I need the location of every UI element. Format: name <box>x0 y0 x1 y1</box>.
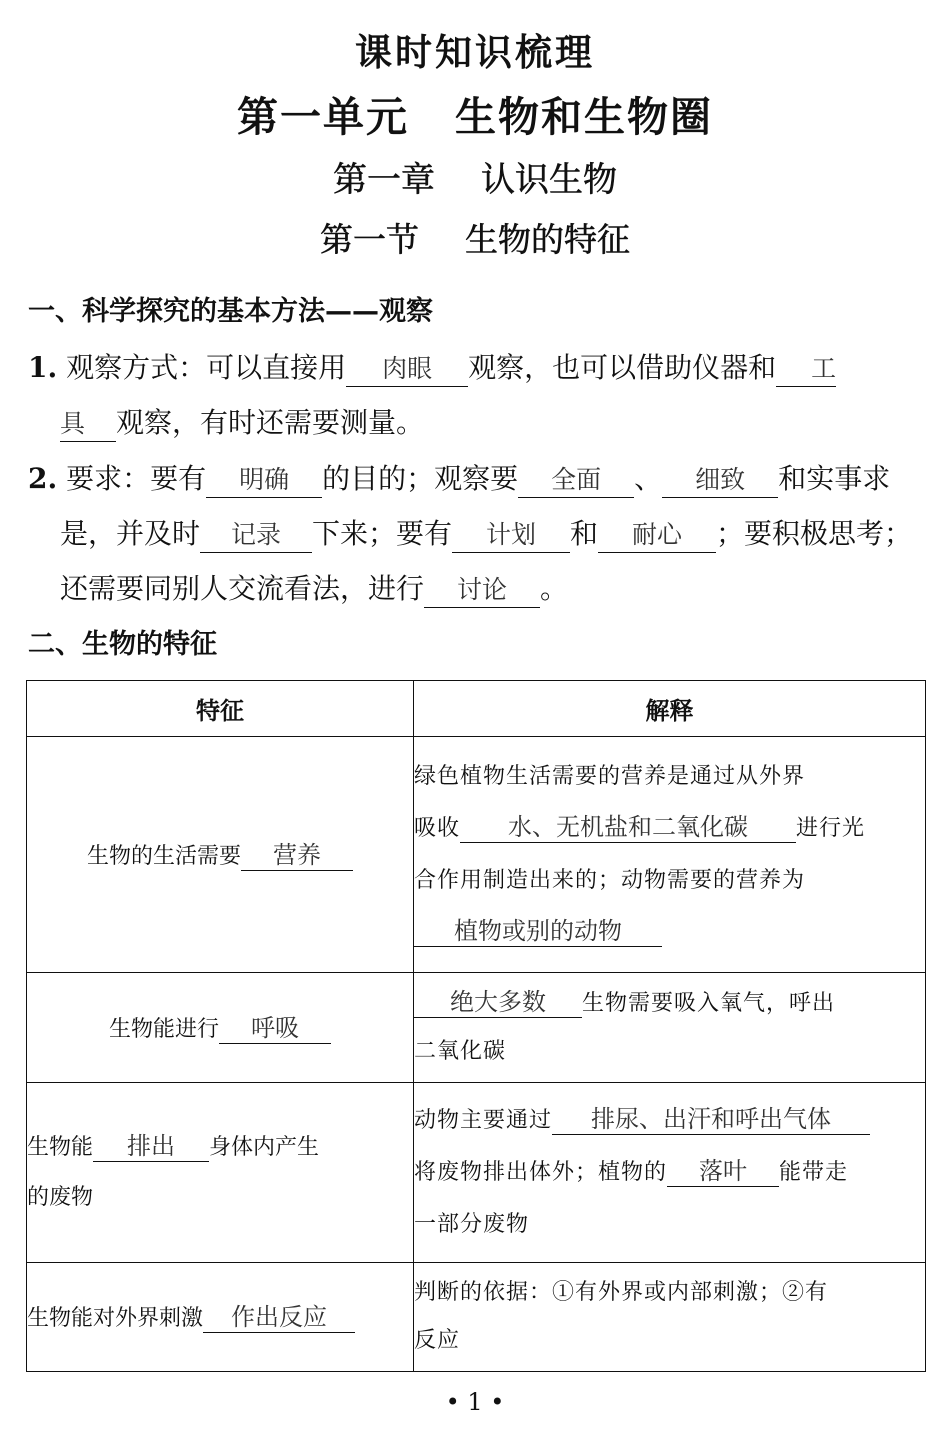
explanation-text: 判断的依据：①有外界或内部刺激；②有 <box>414 1280 829 1305</box>
feature-text: 的废物 <box>27 1184 94 1210</box>
table-header-row <box>27 681 926 737</box>
explanation-cell <box>414 973 926 1083</box>
section1-title: 一、科学探究的基本方法——观察 <box>28 296 433 327</box>
answer-blank: 营养 <box>241 840 353 871</box>
unit-heading <box>0 84 950 143</box>
explanation-text: 动物主要通过 <box>414 1107 553 1133</box>
features-table <box>26 680 926 1372</box>
page-title: 课时知识梳理 <box>355 31 595 74</box>
answer-blank: 水、无机盐和二氧化碳 <box>460 812 796 843</box>
answer-blank: 讨论 <box>424 573 540 608</box>
answer-blank: 计划 <box>452 518 570 553</box>
header-feature: 特征 <box>27 681 414 737</box>
item-text: 、 <box>634 462 663 495</box>
page-number: • 1 • <box>445 1388 505 1416</box>
section-number: 第一节 <box>320 220 419 259</box>
feature-cell <box>27 1083 414 1263</box>
explanation-text: 吸收 <box>414 815 461 841</box>
table-row <box>27 973 926 1083</box>
answer-blank: 记录 <box>200 518 312 553</box>
answer-blank: 工 <box>776 352 836 387</box>
header-explanation: 解释 <box>414 681 926 737</box>
section2-title: 二、生物的特征 <box>28 629 217 660</box>
item-text: 还需要同别人交流看法，进行 <box>60 572 425 605</box>
answer-blank: 耐心 <box>598 518 716 553</box>
table-row <box>27 737 926 973</box>
answer-blank: 细致 <box>662 463 778 498</box>
answer-blank: 具 <box>60 407 116 442</box>
table-row <box>27 1083 926 1263</box>
answer-blank: 落叶 <box>667 1156 779 1187</box>
item-text: 下来；要有 <box>312 517 453 550</box>
feature-text: 生物的生活需要 <box>86 843 241 869</box>
section-name: 生物的特征 <box>465 220 630 259</box>
explanation-text: 进行光 <box>796 815 866 841</box>
unit-number: 第一单元 <box>237 93 409 141</box>
feature-text: 生物能 <box>27 1134 94 1160</box>
explanation-cell <box>414 737 926 973</box>
item-number: 1. <box>28 351 58 384</box>
unit-name: 生物和生物圈 <box>455 93 713 141</box>
answer-blank: 排出 <box>93 1131 209 1162</box>
chapter-number: 第一章 <box>333 160 435 200</box>
feature-cell <box>27 973 414 1083</box>
item-text: 是，并及时 <box>60 517 201 550</box>
explanation-text: 生物需要吸入氧气，呼出 <box>582 990 836 1016</box>
table-row <box>27 1263 926 1372</box>
explanation-cell <box>414 1263 926 1372</box>
item-text: 要求：要有 <box>66 462 207 495</box>
answer-blank: 呼吸 <box>219 1013 331 1044</box>
feature-cell <box>27 1263 414 1372</box>
item-text: 。 <box>540 572 569 605</box>
section-heading <box>0 214 950 261</box>
explanation-text: 反应 <box>414 1328 461 1353</box>
item-text: 观察，也可以借助仪器和 <box>468 351 777 384</box>
item-text: 观察，有时还需要测量。 <box>116 406 425 439</box>
item-text: ；要积极思考； <box>716 517 913 550</box>
answer-blank: 全面 <box>518 463 634 498</box>
feature-text: 身体内产生 <box>209 1134 320 1160</box>
chapter-heading <box>0 152 950 201</box>
explanation-text: 一部分废物 <box>414 1211 530 1237</box>
explanation-text: 将废物排出体外；植物的 <box>414 1159 668 1185</box>
answer-blank: 肉眼 <box>346 352 468 387</box>
item-text: 的目的；观察要 <box>322 462 519 495</box>
feature-text: 生物能对外界刺激 <box>27 1306 204 1331</box>
item-number: 2. <box>28 462 58 495</box>
feature-cell <box>27 737 414 973</box>
answer-blank: 绝大多数 <box>414 987 582 1018</box>
explanation-cell <box>414 1083 926 1263</box>
answer-blank: 明确 <box>206 463 322 498</box>
answer-blank: 排尿、出汗和呼出气体 <box>552 1104 870 1135</box>
explanation-text: 合作用制造出来的；动物需要的营养为 <box>414 867 806 893</box>
explanation-text: 能带走 <box>779 1159 849 1185</box>
answer-blank: 作出反应 <box>203 1302 355 1333</box>
feature-text: 生物能进行 <box>108 1016 219 1042</box>
answer-blank: 植物或别的动物 <box>414 916 662 947</box>
item-text: 和实事求 <box>778 462 891 495</box>
item-text: 和 <box>570 517 599 550</box>
explanation-text: 二氧化碳 <box>414 1038 507 1064</box>
explanation-text: 绿色植物生活需要的营养是通过从外界 <box>414 763 806 789</box>
item-text: 观察方式：可以直接用 <box>66 351 347 384</box>
chapter-name: 认识生物 <box>481 160 617 200</box>
